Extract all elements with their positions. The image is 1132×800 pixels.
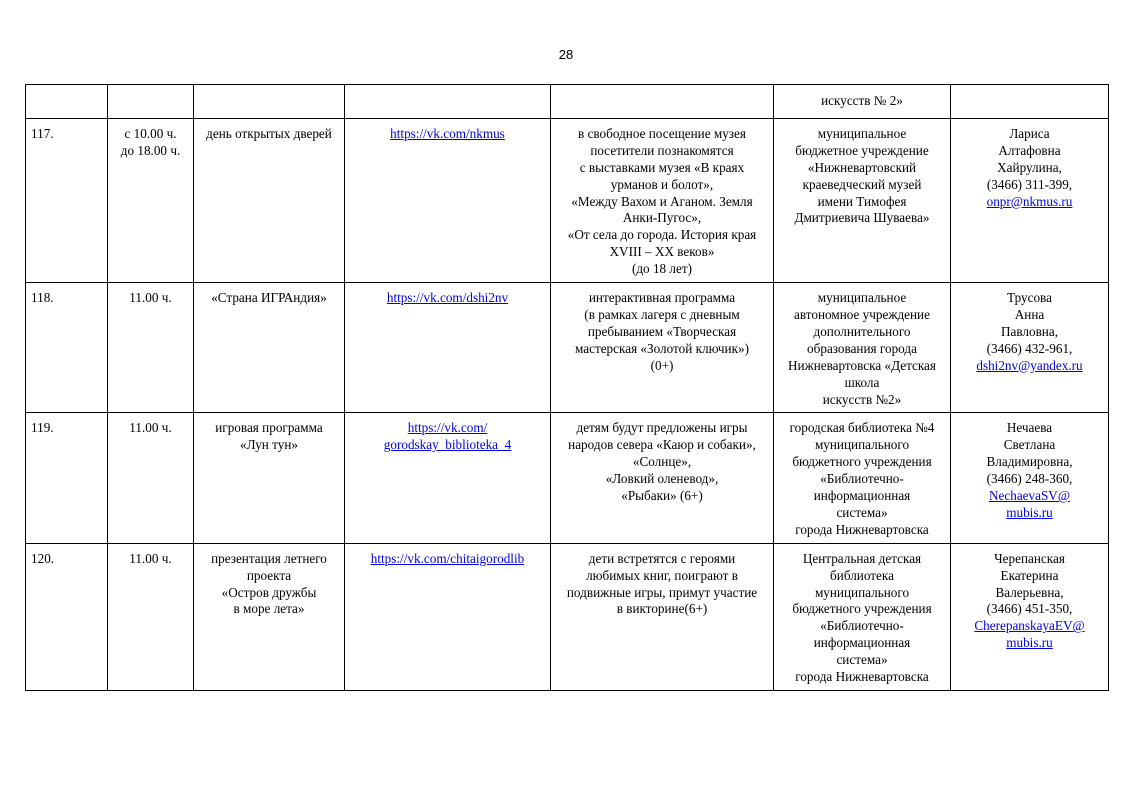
text-line: искусств №2» xyxy=(822,391,902,407)
text-line: «Солнце», xyxy=(632,454,692,470)
text-line: «Остров дружбы xyxy=(221,584,317,600)
text-line: презентация летнего xyxy=(211,550,327,566)
events-table xyxy=(25,84,1109,691)
link-text[interactable]: https://vk.com/chitaigorodlib xyxy=(370,550,525,566)
text-line: с 10.00 ч. xyxy=(124,125,177,141)
text-line: до 18.00 ч. xyxy=(120,142,181,158)
cell-link xyxy=(345,543,551,690)
text-line: школа xyxy=(844,374,880,390)
cell-contact xyxy=(951,118,1109,282)
link-text[interactable]: https://vk.com/ xyxy=(407,420,488,436)
table-row xyxy=(26,118,1109,282)
text-line: система» xyxy=(836,504,888,520)
text-line: информационная xyxy=(813,635,911,651)
text-line: (3466) 432-961, xyxy=(986,340,1073,356)
cell-num: 120. xyxy=(26,543,108,690)
cell-event-name xyxy=(194,118,345,282)
text-line: Нижневартовска «Детская xyxy=(788,357,936,373)
cell-description xyxy=(551,413,774,543)
cell-organizer xyxy=(774,413,951,543)
cell-link xyxy=(345,85,551,119)
cell-num: 118. xyxy=(26,283,108,413)
link-text[interactable]: https://vk.com/dshi2nv xyxy=(386,290,509,306)
text-line: народов севера «Каюр и собаки», xyxy=(568,437,756,453)
text-line: «Ловкий оленевод», xyxy=(605,471,719,487)
cell-description xyxy=(551,283,774,413)
page-number: 28 xyxy=(558,47,574,62)
text-line: проекта xyxy=(246,567,292,583)
text-line: дополнительного xyxy=(813,323,911,339)
text-line: автономное учреждение xyxy=(794,306,930,322)
text-line: муниципальное xyxy=(817,125,907,141)
cell-num xyxy=(26,85,108,119)
cell-organizer xyxy=(774,543,951,690)
link-text[interactable]: gorodskay_biblioteka_4 xyxy=(383,437,512,453)
cell-contact xyxy=(951,283,1109,413)
text-line: Екатерина xyxy=(1000,567,1059,583)
text-line: 11.00 ч. xyxy=(129,420,172,436)
text-line: «Библиотечно- xyxy=(820,471,904,487)
cell-time xyxy=(108,283,194,413)
text-line: Трусова xyxy=(1007,290,1052,306)
text-line: урманов и болот», xyxy=(610,176,714,192)
cell-link xyxy=(345,118,551,282)
text-line: бюджетного учреждения xyxy=(792,601,932,617)
cell-event-name xyxy=(194,413,345,543)
text-line: библиотека xyxy=(830,567,894,583)
text-line: (3466) 311-399, xyxy=(986,176,1073,192)
text-line: в море лета» xyxy=(233,601,305,617)
text-line: бюджетного учреждения xyxy=(792,454,932,470)
text-line: Хайрулина, xyxy=(997,159,1062,175)
text-line: «Библиотечно- xyxy=(820,618,904,634)
link-text[interactable]: onpr@nkmus.ru xyxy=(986,193,1073,209)
link-text[interactable]: CherepanskayaEV@ xyxy=(974,618,1085,634)
text-line: (3466) 451-350, xyxy=(986,601,1073,617)
cell-contact xyxy=(951,413,1109,543)
link-text[interactable]: https://vk.com/nkmus xyxy=(390,125,505,141)
cell-organizer: искусств № 2» xyxy=(774,85,951,119)
text-line: Алтафовна xyxy=(998,142,1061,158)
link-text[interactable]: dshi2nv@yandex.ru xyxy=(976,357,1083,373)
text-line: интерактивная программа xyxy=(588,290,736,306)
cell-time xyxy=(108,118,194,282)
table-row xyxy=(26,413,1109,543)
text-line: дети встретятся с героями xyxy=(588,550,736,566)
text-line: муниципальное xyxy=(817,290,907,306)
cell-link xyxy=(345,413,551,543)
text-line: Анна xyxy=(1014,306,1045,322)
text-line: города Нижневартовска xyxy=(795,669,929,685)
text-line: имени Тимофея xyxy=(817,193,907,209)
text-line: Дмитриевича Шуваева» xyxy=(794,210,930,226)
text-line: информационная xyxy=(813,488,911,504)
cell-event-name xyxy=(194,85,345,119)
text-line: Анки-Пугос», xyxy=(622,210,702,226)
cell-event-name xyxy=(194,283,345,413)
text-line: мастерская «Золотой ключик») xyxy=(574,340,750,356)
cell-event-name xyxy=(194,543,345,690)
text-line: городская библиотека №4 xyxy=(789,420,935,436)
text-line: «Нижневартовский xyxy=(807,159,917,175)
text-line: 11.00 ч. xyxy=(129,290,172,306)
text-line: пребыванием «Творческая xyxy=(587,323,737,339)
cell-organizer xyxy=(774,283,951,413)
text-line: Валерьевна, xyxy=(995,584,1064,600)
text-line: Центральная детская xyxy=(802,550,922,566)
text-line: «Лун тун» xyxy=(240,437,298,453)
cell-organizer xyxy=(774,118,951,282)
cell-time xyxy=(108,85,194,119)
text-line: Владимировна, xyxy=(986,454,1073,470)
text-line: игровая программа xyxy=(215,420,323,436)
text-line: в свободное посещение музея xyxy=(578,125,746,141)
text-line: 11.00 ч. xyxy=(129,550,172,566)
text-line: (до 18 лет) xyxy=(631,261,693,277)
text-line: Лариса xyxy=(1009,125,1050,141)
text-line: краеведческий музей xyxy=(802,176,922,192)
link-text[interactable]: mubis.ru xyxy=(1006,504,1053,520)
link-text[interactable]: NechaevaSV@ xyxy=(989,488,1070,504)
text-line: образования города xyxy=(807,340,917,356)
text-line: (0+) xyxy=(650,357,674,373)
text-line: «Рыбаки» (6+) xyxy=(621,488,703,504)
table-row xyxy=(26,283,1109,413)
text-line: Светлана xyxy=(1003,437,1056,453)
text-line: детям будут предложены игры xyxy=(576,420,748,436)
text-line: подвижные игры, примут участие xyxy=(566,584,758,600)
text-line: «Между Вахом и Аганом. Земля xyxy=(571,193,753,209)
text-line: Черепанская xyxy=(994,550,1065,566)
text-line: с выставками музея «В краях xyxy=(579,159,745,175)
text-line: Павловна, xyxy=(1000,323,1059,339)
text-line: «От села до города. История края xyxy=(567,227,757,243)
text-line: в викторине(6+) xyxy=(616,601,708,617)
text-line: система» xyxy=(836,652,888,668)
cell-time xyxy=(108,413,194,543)
text-line: «Страна ИГРАндия» xyxy=(211,290,327,306)
link-text[interactable]: mubis.ru xyxy=(1006,635,1053,651)
text-line: (3466) 248-360, xyxy=(986,471,1073,487)
cell-num: 119. xyxy=(26,413,108,543)
cell-time xyxy=(108,543,194,690)
table-row xyxy=(26,85,1109,119)
cell-contact xyxy=(951,543,1109,690)
cell-description xyxy=(551,85,774,119)
cell-link xyxy=(345,283,551,413)
text-line: посетители познакомятся xyxy=(590,142,734,158)
text-line: бюджетное учреждение xyxy=(795,142,929,158)
cell-description xyxy=(551,543,774,690)
text-line: Нечаева xyxy=(1006,420,1053,436)
text-line: день открытых дверей xyxy=(206,125,332,141)
table-row xyxy=(26,543,1109,690)
cell-num: 117. xyxy=(26,118,108,282)
text-line: муниципального xyxy=(814,584,910,600)
cell-description xyxy=(551,118,774,282)
text-line: муниципального xyxy=(814,437,910,453)
text-line: любимых книг, поиграют в xyxy=(586,567,738,583)
text-line: (в рамках лагеря с дневным xyxy=(584,306,740,322)
text-line: города Нижневартовска xyxy=(795,521,929,537)
text-line: XVIII – XX веков» xyxy=(609,244,715,260)
cell-contact xyxy=(951,85,1109,119)
